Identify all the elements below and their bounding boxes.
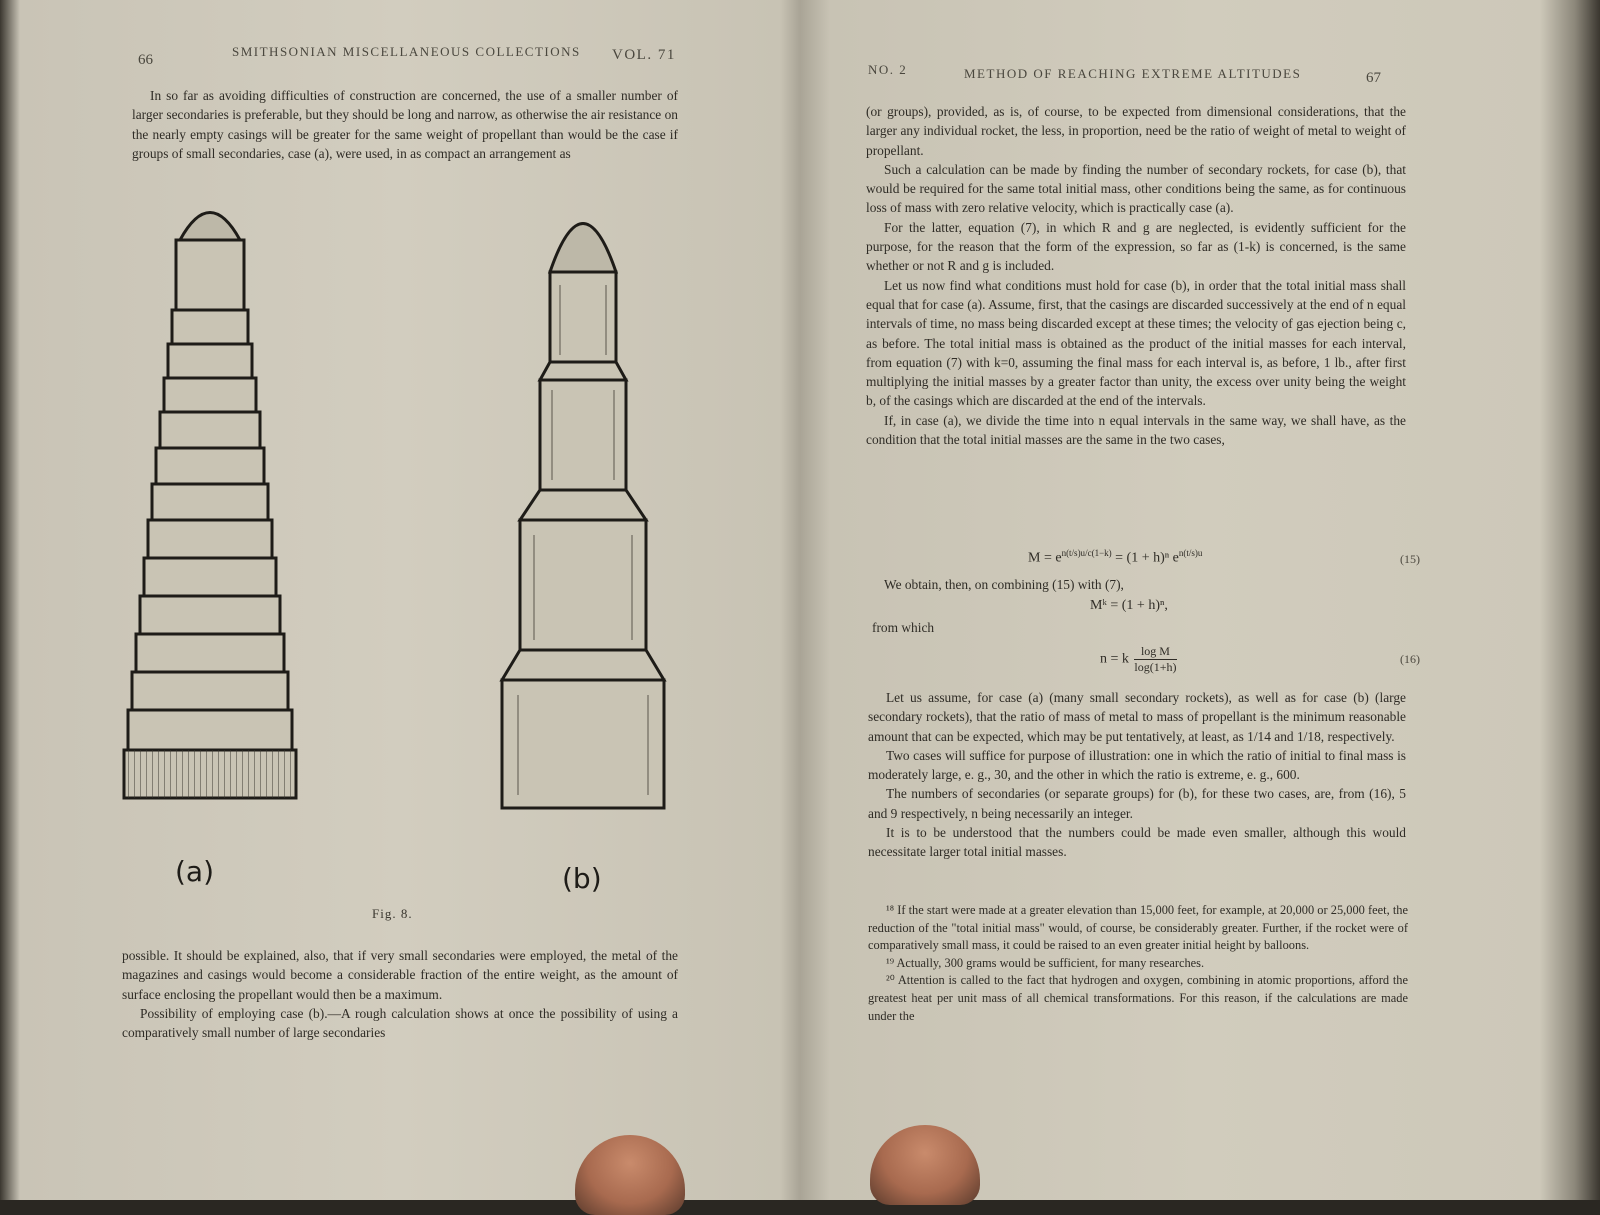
paragraph: In so far as avoiding difficulties of construction are concerned, the use of a smaller number of larger secondaries is preferable, but they should be long and narrow, as otherwise the air resistance on the nearly empty casings will be greater for the same weight of propellant than would be the case if groups of small secondaries, case (a), were used, in as compact an arrangement as: [132, 88, 678, 161]
paragraph: Let us now find what conditions must hold for case (b), in order that the total initial mass shall equal that for case (a). Assume, first, that the casings are discarded successively at the end of n equal intervals of time, no mass being discarded except at these times; the velocity of gas ejection being c, as before. The total initial mass is obtained as the product of the initial masses for each interval, from equation (7) with k=0, assuming the final mass for each interval is, as before, 1 lb., after first multiplying the initial masses by a greater factor than unity, the excess over unity being the weight b, of the casings which are discarded at the end of the intervals.: [866, 277, 1406, 409]
footnotes: [868, 902, 1408, 1025]
equation-15: $M = e^{n(t/s)u/c(1-k)} = (1 + h)^n$ $e^{n(t/s)u}$: [1028, 548, 1203, 566]
paragraph: For the latter, equation (7), in which R and g are neglected, is evidently sufficient for the purpose, for the reason that the form of the expression, so far as (1-k) is concerned, is the same whether or not R and g is included.: [866, 219, 1406, 274]
eq15-exponent-2: n(t/s)u: [1178, 548, 1203, 558]
rocket-a-drawing: [124, 213, 296, 799]
issue-number: NO. 2: [868, 62, 908, 77]
equation-number-15: (15): [1400, 552, 1420, 566]
paragraph: from which: [872, 620, 935, 635]
paragraph: The numbers of secondaries (or separate groups) for (b), for these two cases, are, from (16), 5 and 9 respectively, n being necessarily an integer.: [868, 786, 1406, 821]
right-text-top: [866, 102, 1406, 449]
left-bottom-text: [122, 946, 678, 1042]
rocket-drawings: [110, 190, 710, 950]
eq15-exponent: n(t/s)u: [1061, 548, 1086, 558]
page-number-left: 66: [138, 52, 153, 68]
paragraph: We obtain, then, on combining (15) with (7),: [884, 577, 1124, 592]
equation-number-16: (16): [1400, 652, 1420, 666]
running-head-right: METHOD OF REACHING EXTREME ALTITUDES: [964, 66, 1302, 81]
left-page: [0, 0, 800, 1200]
footnote: ¹⁹ Actually, 300 grams would be sufficient, for many researches.: [886, 955, 1205, 970]
equation-mk: Mᵏ = (1 + h)ⁿ,: [1090, 598, 1168, 613]
volume-number: VOL. 71: [612, 47, 676, 63]
paragraph: Two cases will suffice for purpose of illustration: one in which the ratio of initial to final mass is moderately large, e. g., 30, and the other in which the ratio is extreme, e. g., 600.: [868, 747, 1406, 783]
paragraph: Let us assume, for case (a) (many small secondary rockets), as well as for case (b) (large secondary rockets), that the ratio of mass of metal to mass of propellant is the minimum reasonable amount that can be expected, which may be put tentatively, at least, as 1/14 and 1/18, respectively.: [868, 690, 1406, 744]
running-head-left: SMITHSONIAN MISCELLANEOUS COLLECTIONS: [232, 44, 581, 59]
eq15-exponent-den: c(1−k): [1087, 548, 1112, 558]
rocket-b-drawing: [502, 224, 664, 809]
left-top-text: [132, 86, 678, 163]
right-text-bottom: [868, 688, 1406, 862]
paragraph: It is to be understood that the numbers could be made even smaller, although this would necessitate larger total initial masses.: [868, 825, 1406, 860]
page-number-right: 67: [1366, 70, 1381, 86]
eq16-numerator: log M: [1134, 644, 1176, 660]
figure-label-a: (a): [175, 855, 215, 888]
footnote: ²⁰ Attention is called to the fact that hydrogen and oxygen, combining in atomic proportions, afford the greatest heat per unit mass of all chemical transformations. For this reason, if the calculations are made under the: [868, 973, 1408, 1023]
paragraph: possible. It should be explained, also, that if very small secondaries were employed, the metal of the magazines and casings would become a considerable fraction of the entire weight, as the amount of surface enclosing the propellant would then be a maximum.: [122, 948, 678, 1002]
figure-label-b: (b): [562, 862, 602, 895]
paragraph: Such a calculation can be made by finding the number of secondary rockets, for case (b), that would be required for the same total initial mass, other conditions being the same, as for continuous loss of mass with zero relative velocity, which is practically case (a).: [866, 161, 1406, 216]
figure-8: [110, 190, 710, 950]
footnote: ¹⁸ If the start were made at a greater elevation than 15,000 feet, for example, at 20,000 or 25,000 feet, the reduction of the "total initial mass" would, of course, be considerably greater. Further, if the rocket were of comparatively small mass, it could be raised to an even greater initial height by balloons.: [868, 903, 1408, 953]
paragraph: Possibility of employing case (b).—A rough calculation shows at once the possibility of using a comparatively small number of large secondaries: [122, 1005, 678, 1041]
eq15-middle: = (1 + h)ⁿ e: [1115, 550, 1179, 566]
eq16-denominator: log(1+h): [1134, 660, 1177, 674]
equation-16: [1100, 644, 1177, 675]
right-text-p6: [866, 575, 1406, 594]
right-page: [800, 0, 1600, 1200]
figure-caption: Fig. 8.: [372, 906, 413, 921]
paragraph: If, in case (a), we divide the time into n equal intervals in the same way, we shall have, as the condition that the total initial masses are the same in the two cases,: [866, 412, 1406, 448]
eq16-left: n = k: [1100, 651, 1129, 667]
eq15-left: M = e: [1028, 550, 1062, 566]
paragraph: (or groups), provided, as is, of course, to be expected from dimensional considerations, that the larger any individual rocket, the less, in proportion, need be the ratio of weight of metal to weight of propellant.: [866, 104, 1406, 158]
right-text-p7: [872, 618, 1072, 637]
